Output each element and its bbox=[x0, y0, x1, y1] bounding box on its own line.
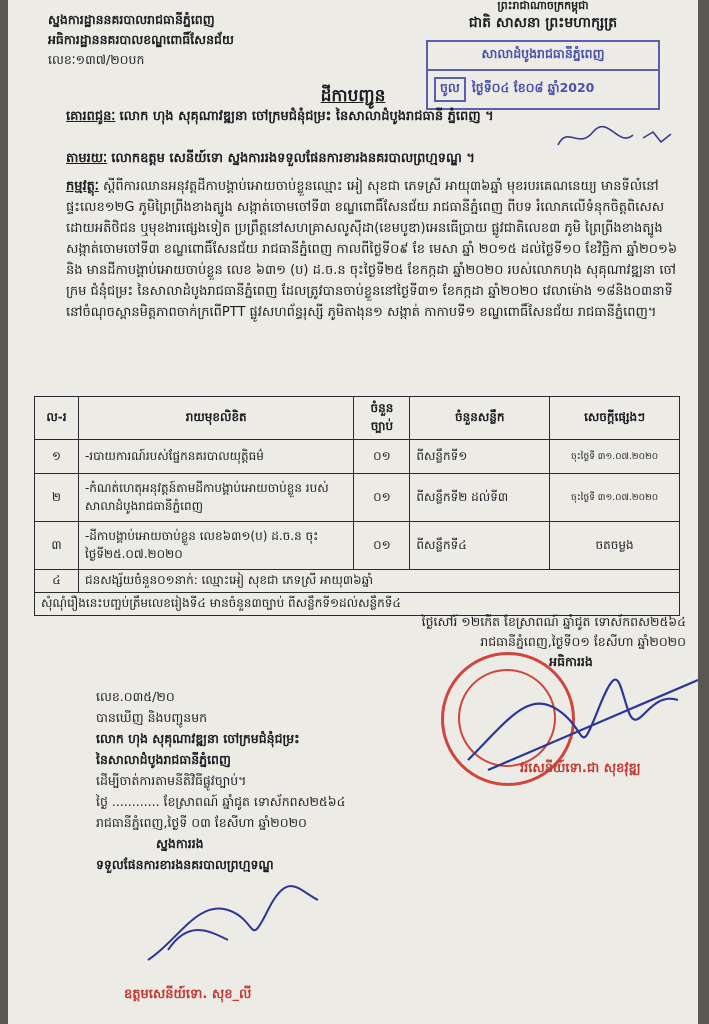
ministry-line-2: អធិការដ្ឋាននគរបាលខណ្ឌពោធិ៍សែនជ័យ bbox=[48, 32, 234, 47]
subject-label: កម្មវត្ថុៈ bbox=[66, 179, 99, 194]
note-purpose: ដើម្បីចាត់ការតាមនីតិវិធីផ្លូវច្បាប់។ bbox=[96, 773, 247, 788]
note-title-1: ស្នងការរង bbox=[156, 836, 204, 851]
signer-title: អធិការរង bbox=[549, 654, 593, 669]
table-row bbox=[35, 570, 680, 593]
table-row bbox=[35, 474, 680, 522]
stamp-court-name: សាលាដំបូងរាជធានីភ្នំពេញ bbox=[428, 42, 658, 71]
row-note: ចុះថ្ងៃទី ៣១.០៧.២០២០ bbox=[550, 440, 680, 474]
recipient-text: លោក ហុង សុគុណាវឌ្ឍនា ចៅក្រមជំនុំជម្រះ នៃសាលាដំបូងរាជធានី ភ្នំពេញ ។ bbox=[119, 109, 494, 124]
document-list-table bbox=[34, 396, 680, 616]
row-no: ៤ bbox=[35, 570, 79, 593]
table-row bbox=[35, 522, 680, 570]
row-note: ចុះថ្ងៃទី ៣១.០៧.២០២០ bbox=[550, 474, 680, 522]
row-note: ចតចម្លង bbox=[550, 522, 680, 570]
document-page bbox=[8, 0, 698, 1024]
kingdom-top: ព្រះរាជាណាចក្រកម្ពុជា bbox=[497, 0, 589, 12]
note-to-line-2: នៃសាលាដំបូងរាជធានីភ្នំពេញ bbox=[96, 752, 231, 767]
row-copies: ០១ bbox=[354, 522, 410, 570]
stamp-received-label: ចូល bbox=[434, 77, 466, 102]
via-line bbox=[66, 148, 678, 169]
col-header-description: រាយមុខលិខិត bbox=[78, 397, 354, 440]
table-header-row bbox=[35, 397, 680, 440]
col-header-no: ល-រ bbox=[35, 397, 79, 440]
issuer-header bbox=[48, 10, 234, 70]
note-solar-date: រាជធានីភ្នំពេញ,ថ្ងៃទី ០៣ ខែសីហា ឆ្នាំ២០២០ bbox=[96, 815, 307, 830]
row-no: ១ bbox=[35, 440, 79, 474]
row-sheets: ពីសន្លឹកទី២ ដល់ទី៣ bbox=[410, 474, 550, 522]
col-header-sheets: ចំនួនសន្លឹក bbox=[410, 397, 550, 440]
stamp-date: ថ្ងៃទី០៤ ខែ០៨ ឆ្នាំ2020 bbox=[471, 80, 595, 95]
letter-number: លេខៈ១៣៧/២០បក bbox=[48, 52, 145, 67]
col-header-notes: សេចក្តីផ្សេងៗ bbox=[550, 397, 680, 440]
note-title-2: ទទួលផែនការខារងនគរបាលព្រហ្មទណ្ឌ bbox=[96, 857, 274, 872]
subject-paragraph bbox=[66, 176, 678, 323]
row-description: -ដីកាបង្គាប់អោយចាប់ខ្លួន លេខ៦៣១(ប) ដ.ច.ន ចុះថ្ងៃទី២៥.០៧.២០២០ bbox=[78, 522, 354, 570]
solar-date: រាជធានីភ្នំពេញ,ថ្ងៃទី០១ ខែសីហា ឆ្នាំ២០២០ bbox=[480, 634, 686, 649]
kingdom-header bbox=[408, 0, 678, 34]
row-description: -កំណត់ហេតុអនុវត្តន៍តាមដីកាបង្គាប់អោយចាប់ខ្លួន របស់សាលាដំបូងរាជធានីភ្នំពេញ bbox=[78, 474, 354, 522]
note-to-line-1: លោក ហុង សុគុណាវឌ្ឍនា ចៅក្រមជំនុំជម្រះ bbox=[96, 731, 300, 746]
table-row bbox=[35, 440, 680, 474]
suspect-row-text: ជនសង្ស័យចំនួន០១នាក់: ឈ្មោះអៀ សុខជា ភេទស្រី អាយុ៣៦ឆ្នាំ bbox=[78, 570, 679, 593]
document-title: ដីកាបញ្ជូន bbox=[320, 86, 386, 106]
note-seen: បានឃើញ និងបញ្ជូនមក bbox=[96, 710, 208, 725]
via-text: លោកឧត្តម សេនីយ៍ទោ ស្នងការរងទទួលផែនការខារងនគរបាលព្រហ្មទណ្ឌ ។ bbox=[111, 151, 475, 166]
row-sheets: ពីសន្លឹកទី១ bbox=[410, 440, 550, 474]
kingdom-motto: ជាតិ សាសនា ព្រះមហាក្សត្រ bbox=[468, 15, 618, 31]
summary-text: សុំណុំរឿងនេះបញ្ចប់ត្រឹមលេខរៀងទី៤ មានចំនួន៣ច្បាប់ ពីសន្លឹកទី១ដល់សន្លឹកទី៤ bbox=[35, 593, 680, 616]
col-header-copies: ចំនួនច្បាប់ bbox=[354, 397, 410, 440]
row-description: -របាយការណ៍របស់ផ្នែកនគរបាលយុត្តិធម៌ bbox=[78, 440, 354, 474]
recipient-label: គោរពជូនៈ bbox=[66, 109, 116, 124]
second-signature bbox=[138, 880, 338, 970]
via-label: តាមរយៈ bbox=[66, 151, 108, 166]
signer-name: វរសេនីយ៍ទោ.ជា សុខវុឌ្ឍ bbox=[520, 761, 641, 776]
forwarding-note bbox=[96, 686, 426, 875]
note-number: លេខ.០៣៥/២០ bbox=[96, 689, 175, 704]
row-no: ៣ bbox=[35, 522, 79, 570]
note-lunar-date: ថ្ងៃ ............ ខែស្រាពណ៍ ឆ្នាំជូត ទោស័កពស២៥៦៤ bbox=[96, 794, 346, 809]
row-copies: ០១ bbox=[354, 474, 410, 522]
ministry-line-1: ស្នងការដ្ឋាននគរបាលរាជធានីភ្នំពេញ bbox=[48, 12, 215, 27]
lunar-date: ថ្ងៃសៅរ៍ ១២កើត ខែស្រាពណ៍ ឆ្នាំជូត ទោស័កពស២៥៦៤ bbox=[421, 614, 686, 629]
row-copies: ០១ bbox=[354, 440, 410, 474]
subject-text: ស្តីពីការឈានអនុវត្តដីកាបង្គាប់អោយចាប់ខ្លួនឈ្មោះ អៀ សុខជា ភេទស្រី អាយុ៣៦ឆ្នាំ មុខរបរគេណនេយ្យ មានទីលំនៅផ្ទះលេខ១២G ភូមិព្រៃព្រីងខាងត្បូង សង្កាត់ចោមចៅទី៣ ខណ្ឌពោធិ៍សែនជ័យ រាជធានីភ្នំពេញ ពីបទ រំលោភលើទំនុកចិត្តពិសេសដោយអតិថិជន ឬមុខងារផ្សេងទៀត ប្រព្រឹត្តនៅសហគ្រាសលូសុីដា(ខេមបូឌា)អេនធើប្រាយ ផ្លូវជាតិលេខ៣ ភូមិ ព្រៃព្រីងខាងត្បូង សង្កាត់ចោមចៅទី៣ ខណ្ឌពោធិ៍សែនជ័យ រាជធានីភ្នំពេញ កាលពីថ្ងៃទី០៩ ខែ មេសា ឆ្នាំ ២០១៥ ដល់ថ្ងៃទី១០ ខែវិច្ឆិកា ឆ្នាំ២០១៦ និង មានដីកាបង្គាប់អោយចាប់ខ្លួន លេខ ៦៣១ (ប) ដ.ច.ន ចុះថ្ងៃទី២៥ ខែកក្កដា ឆ្នាំ២០២០ របស់លោកហុង សុគុណាវឌ្ឍនា ចៅក្រម ជំនុំជម្រះ នៃសាលាដំបូងរាជធានីភ្នំពេញ ដែលត្រូវបានចាប់ខ្លួននៅថ្ងៃទី៣១ ខែកក្កដា ឆ្នាំ២០២០ វេលាម៉ោង ១៨និង០៣នាទី នៅចំណុចស្ពានមិត្តភាពចាក់ក្រពើPTT ផ្លូវសហព័ន្ធរុស្សី ភូមិតាងុន១ សង្កាត់ កាកាបទី១ ខណ្ឌពោធិ៍សែនជ័យ រាជធានីភ្នំពេញ។ bbox=[66, 179, 678, 320]
row-no: ២ bbox=[35, 474, 79, 522]
row-sheets: ពីសន្លឹកទី៤ bbox=[410, 522, 550, 570]
second-signer-name: ឧត្តមសេនីយ៍ទោ. សុខ_លី bbox=[124, 987, 252, 1002]
